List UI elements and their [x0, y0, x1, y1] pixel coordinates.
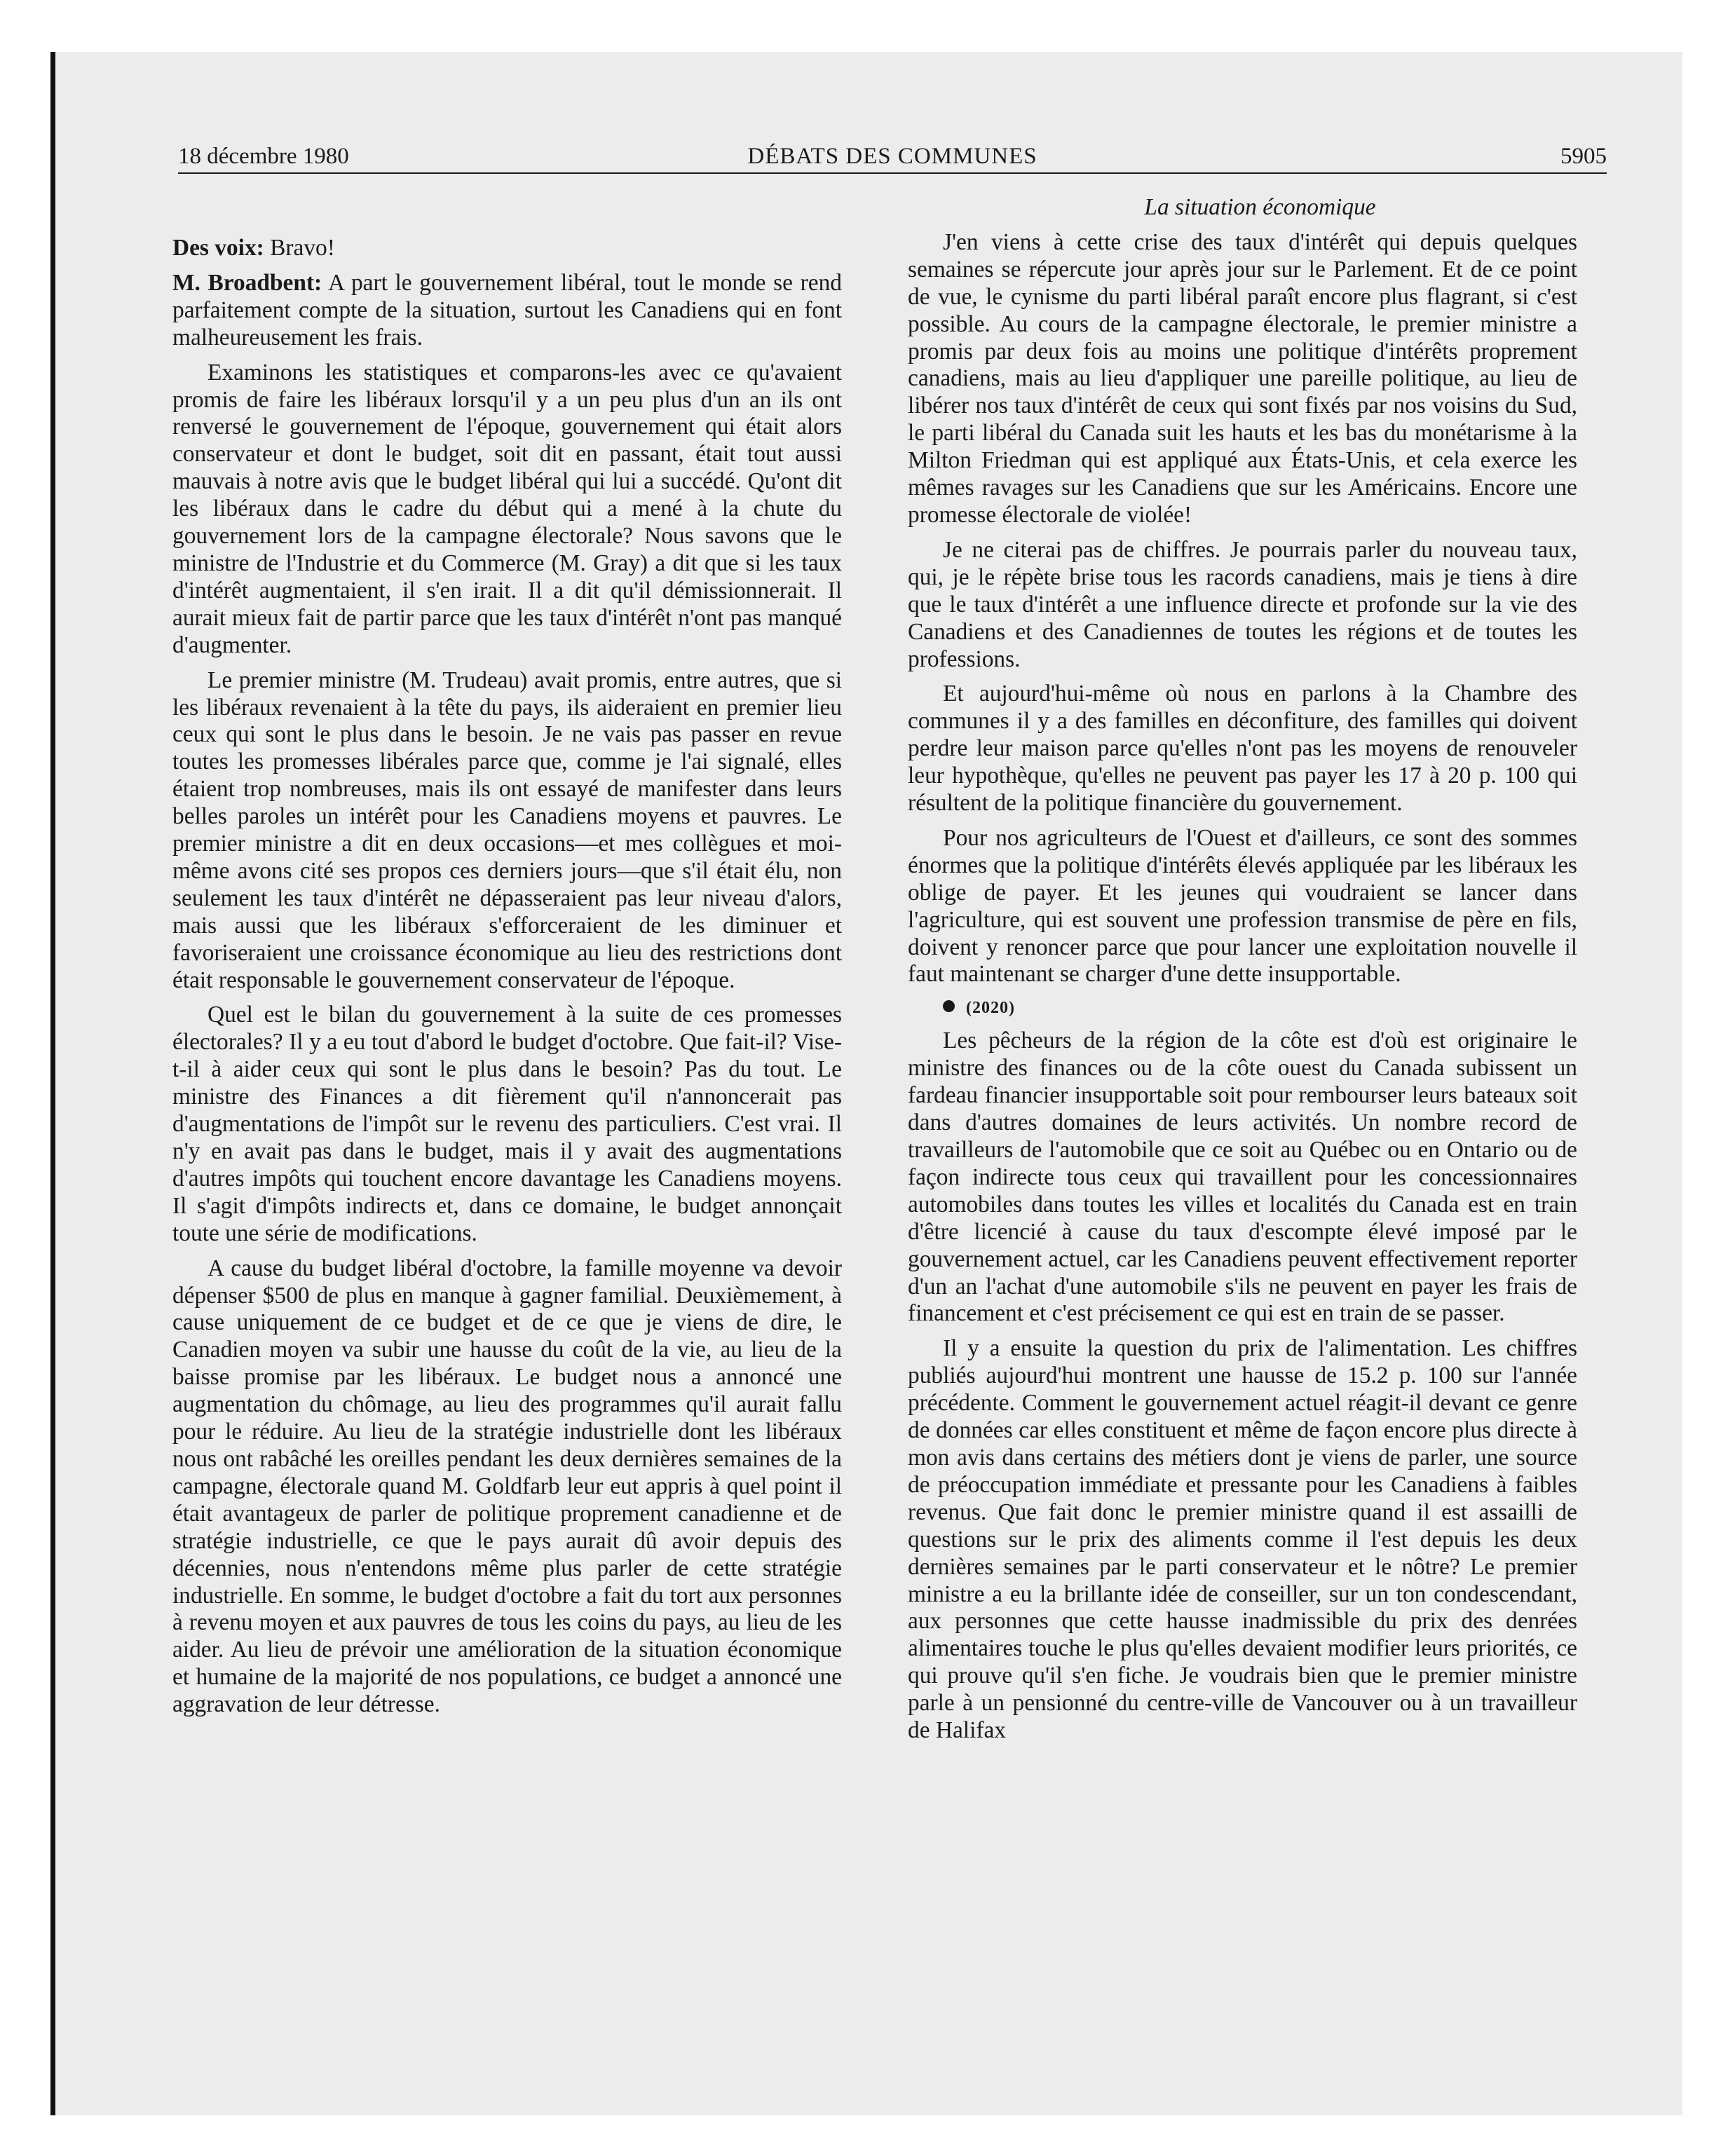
speech-text: A part le gouvernement libéral, tout le monde se rend parfaitement compte de la situation, surtout les Canadiens qui en font malheureusement les frais.: [172, 269, 842, 350]
page-binding-edge: [50, 52, 55, 2115]
paragraph: [172, 235, 842, 262]
paragraph: Et aujourd'hui-même où nous en parlons à la Chambre des communes il y a des familles en déconfiture, des familles qui doivent perdre leur maison parce qu'elles n'ont pas les moyens de renouveler leur hypothèque, qu'elles ne peuvent pas payer les 17 à 20 p. 100 qui résultent de la politique financière du gouvernement.: [908, 681, 1577, 817]
header-date: 18 décembre 1980: [178, 144, 349, 169]
header-page-number: 5905: [1560, 144, 1607, 169]
header-title: DÉBATS DES COMMUNES: [747, 144, 1037, 169]
header-rule: [178, 172, 1607, 174]
speaker-name: M. Broadbent:: [172, 269, 322, 296]
paragraph: Le premier ministre (M. Trudeau) avait promis, entre autres, que si les libéraux revenaient à la tête du pays, ils aideraient en premier lieu ceux qui sont le plus dans le besoin. Je ne vais pas passer en revue toutes les promesses libérales parce que, comme je l'ai signalé, elles étaient trop nombreuses, mais ils ont essayé de manifester dans leurs belles paroles un intérêt pour les Canadiens moyens et pauvres. Le premier ministre a dit en deux occasions—et mes collègues et moi-même avons cité ses propos ces derniers jours—que s'il était élu, non seulement les taux d'intérêt ne dépasseraient pas leur niveau d'alors, mais aussi que les libéraux s'efforceraient de les diminuer et favoriseraient une croissance économique au lieu des restrictions dont était responsable le gouvernement conservateur de l'époque.: [172, 667, 842, 993]
time-marker: [908, 996, 1577, 1020]
paragraph: J'en viens à cette crise des taux d'intérêt qui depuis quelques semaines se répercute jour après jour sur le Parlement. Et de ce point de vue, le cynisme du parti libéral paraît encore plus flagrant, si c'est possible. Au cours de la campagne électorale, le premier ministre a promis par deux fois au moins une politique d'intérêts proprement canadiens, mais au lieu d'appliquer une pareille politique, au lieu de libérer nos taux d'intérêt de ceux qui sont fixés par nos voisins du Sud, le parti libéral du Canada suit les hauts et les bas du monétarisme à la Milton Friedman qui est appliqué aux États-Unis, et cela exerce les mêmes ravages sur les Canadiens que sur les Américains. Encore une promesse électorale de violée!: [908, 228, 1577, 528]
paragraph: [172, 270, 842, 352]
paragraph: Examinons les statistiques et comparons-les avec ce qu'avaient promis de faire les libéraux lorsqu'il y a un peu plus d'un an ils ont renversé le gouvernement de l'époque, gouvernement qui était alors conservateur et dont le budget, soit dit en passant, était tout aussi mauvais à notre avis que le budget libéral qui lui a succédé. Qu'ont dit les libéraux dans le cadre du début qui a mené à la chute du gouvernement lors de la campagne électorale? Nous savons que le ministre de l'Industrie et du Commerce (M. Gray) a dit que si les taux d'intérêt augmentaient, il s'en irait. Il a dit qu'il démissionnerait. Il aurait mieux fait de partir parce que les taux d'intérêt n'ont pas manqué d'augmenter.: [172, 359, 842, 658]
paragraph: Pour nos agriculteurs de l'Ouest et d'ailleurs, ce sont des sommes énormes que la politique d'intérêts élevés appliquée par les libéraux les oblige de payer. Et les jeunes qui voudraient se lancer dans l'agriculture, qui est souvent une profession transmise de père en fils, doivent y renoncer parce que pour lancer une exploitation nouvelle il faut maintenant se charger d'une dette insupportable.: [908, 824, 1577, 988]
right-column: [908, 194, 1577, 1752]
time-marker-text: (2020): [966, 999, 1015, 1018]
paragraph: Quel est le bilan du gouvernement à la suite de ces promesses électorales? Il y a eu tout d'abord le budget d'octobre. Que fait-il? Vise-t-il à aider ceux qui sont le plus dans le besoin? Pas du tout. Le ministre des Finances a dit fièrement qu'il n'annoncerait pas d'augmentations de l'impôt sur le revenu des particuliers. C'est vrai. Il n'y en avait pas dans le budget, mais il y avait des augmentations d'autres impôts qui touchent encore davantage les Canadiens moyens. Il s'agit d'impôts indirects et, dans ce domaine, le budget annonçait toute une série de modifications.: [172, 1002, 842, 1246]
page-header: [178, 140, 1607, 172]
paragraph: A cause du budget libéral d'octobre, la famille moyenne va devoir dépenser $500 de plus en manque à gagner familial. Deuxièmement, à cause uniquement de ce budget et de ce que je viens de dire, le Canadien moyen va subir une hausse du coût de la vie, au lieu de la baisse promise par les libéraux. Le budget nous a annoncé une augmentation du chômage, au lieu des programmes qu'il aurait fallu pour le réduire. Au lieu de la stratégie industrielle dont les libéraux nous ont rabâché les oreilles pendant les deux dernières semaines de la campagne, électorale quand M. Goldfarb leur eut appris à quel point il était avantageux de parler de politique proprement canadienne et de stratégie industrielle, ce que le pays aurait dû avoir depuis des décennies, nous n'entendons même plus parler de cette stratégie industrielle. En somme, le budget d'octobre a fait du tort aux personnes à revenu moyen et aux pauvres de tous les coins du pays, au lieu de les aider. Au lieu de prévoir une amélioration de la situation économique et humaine de la majorité de nos populations, ce budget a annoncé une aggravation de leur détresse.: [172, 1255, 842, 1718]
section-heading: La situation économique: [1144, 194, 1376, 220]
paragraph: Les pêcheurs de la région de la côte est d'où est originaire le ministre des finances ou de la côte ouest du Canada subissent un fardeau financier insupportable soit pour rembourser leurs bateaux soit dans d'autres domaines de leurs activités. Un nombre record de travailleurs de l'automobile que ce soit au Québec ou en Ontario ou de façon indirecte tous ceux qui travaillent pour les concessionnaires automobiles dans toutes les villes et localités du Canada est en train d'être licencié à cause du taux d'escompte élevé imposé par le gouvernement actuel, car les Canadiens peuvent effectivement reporter d'un an l'achat d'une automobile s'ils ne peuvent en payer les frais de financement et c'est précisement ce qui est en train de se passer.: [908, 1028, 1577, 1327]
paragraph: Je ne citerai pas de chiffres. Je pourrais parler du nouveau taux, qui, je le répète brise tous les racords canadiens, mais je tiens à dire que le taux d'intérêt a une influence directe et profonde sur la vie des Canadiens et des Canadiennes de toutes les régions et de toutes les professions.: [908, 536, 1577, 672]
speaker-name: Des voix:: [172, 235, 264, 261]
left-column: [172, 235, 842, 1726]
speech-text: Bravo!: [264, 235, 335, 261]
paragraph: Il y a ensuite la question du prix de l'alimentation. Les chiffres publiés aujourd'hui montrent une hausse de 15.2 p. 100 sur l'année précédente. Comment le gouvernement actuel réagit-il devant ce genre de données car elles constituent et même de façon encore plus directe à mon avis dans certains des métiers dont je viens de parler, une source de préoccupation immédiate et pressante pour les Canadiens à faibles revenus. Que fait donc le premier ministre quand il est assailli de questions sur le prix des aliments comme il l'est depuis les deux dernières semaines par le parti conservateur et le nôtre? Le premier ministre a eu la brillante idée de conseiller, sur un ton condescendant, aux personnes que cette hausse inadmissible du prix des denrées alimentaires touche le plus qu'elles devaient modifier leurs priorités, ce qui prouve qu'il s'en fiche. Je voudrais bien que le premier ministre parle à un pensionné du centre-ville de Vancouver ou à un travailleur de Halifax: [908, 1335, 1577, 1744]
bullet-icon: [943, 1000, 955, 1012]
